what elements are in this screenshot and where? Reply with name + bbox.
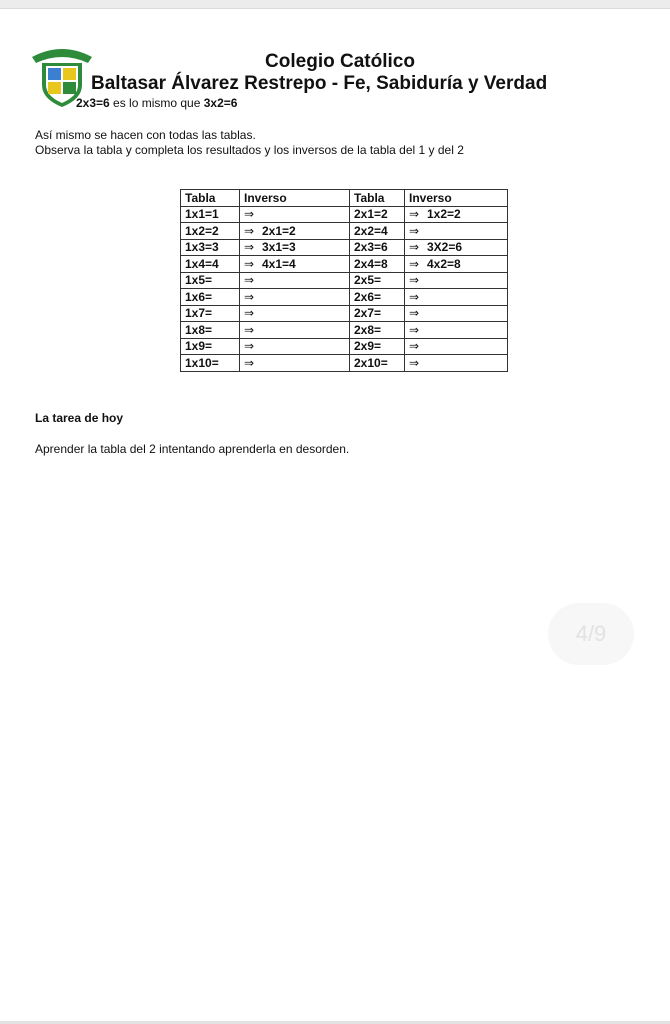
inverso-2-cell: [405, 289, 508, 306]
table-row: [181, 305, 508, 322]
implies-arrow-icon: ⇒: [409, 240, 420, 255]
tabla-2-cell: 2x8=: [350, 322, 405, 339]
inverso-2-cell: [405, 272, 508, 289]
implies-arrow-icon: ⇒: [409, 289, 420, 304]
tabla-2-cell: 2x5=: [350, 272, 405, 289]
inverse-value: 1x2=2: [427, 207, 461, 222]
inverso-1-cell: [240, 289, 350, 306]
tabla-2-cell: 2x1=2: [350, 206, 405, 223]
tabla-1-cell: 1x4=4: [181, 256, 240, 273]
tabla-1-cell: 1x10=: [181, 355, 240, 372]
header-inverso-1: Inverso: [240, 190, 350, 207]
inverso-2-cell: [405, 223, 508, 240]
page-indicator: 4/9: [548, 603, 634, 665]
multiplication-table: [180, 189, 508, 372]
inverso-2-cell: [405, 256, 508, 273]
tabla-2-cell: 2x7=: [350, 305, 405, 322]
inverso-1-cell: [240, 223, 350, 240]
inverso-1-cell: [240, 355, 350, 372]
tabla-2-cell: 2x6=: [350, 289, 405, 306]
school-motto: Baltasar Álvarez Restrepo - Fe, Sabiduría y Verdad: [91, 73, 548, 94]
table-row: [181, 272, 508, 289]
implies-arrow-icon: ⇒: [409, 273, 420, 288]
inverso-1-cell: [240, 272, 350, 289]
tabla-1-cell: 1x2=2: [181, 223, 240, 240]
inverso-1-cell: [240, 322, 350, 339]
example-middle: es lo mismo que: [109, 96, 204, 110]
inverso-1-cell: [240, 305, 350, 322]
instructions: [35, 128, 464, 158]
implies-arrow-icon: ⇒: [244, 207, 255, 222]
implies-arrow-icon: ⇒: [409, 207, 420, 222]
implies-arrow-icon: ⇒: [244, 273, 255, 288]
table-row: [181, 206, 508, 223]
tabla-2-cell: 2x10=: [350, 355, 405, 372]
inverso-2-cell: [405, 338, 508, 355]
implies-arrow-icon: ⇒: [244, 240, 255, 255]
implies-arrow-icon: ⇒: [409, 339, 420, 354]
tabla-1-cell: 1x6=: [181, 289, 240, 306]
task-title: La tarea de hoy: [35, 411, 124, 425]
viewer-top-bar: [0, 0, 670, 9]
tabla-2-cell: 2x9=: [350, 338, 405, 355]
tabla-1-cell: 1x7=: [181, 305, 240, 322]
implies-arrow-icon: ⇒: [409, 322, 420, 337]
inverso-1-cell: [240, 256, 350, 273]
inverse-value: 3x1=3: [262, 240, 296, 255]
implies-arrow-icon: ⇒: [244, 322, 255, 337]
inverso-1-cell: [240, 239, 350, 256]
tabla-1-cell: 1x3=3: [181, 239, 240, 256]
example-eq1: 2x3=6: [76, 96, 110, 110]
tabla-1-cell: 1x9=: [181, 338, 240, 355]
task-body: Aprender la tabla del 2 intentando aprenderla en desorden.: [35, 442, 350, 456]
implies-arrow-icon: ⇒: [244, 223, 255, 238]
table-row: [181, 338, 508, 355]
inverse-value: 2x1=2: [262, 223, 296, 238]
table-header-row: [181, 190, 508, 207]
table-row: [181, 223, 508, 240]
implies-arrow-icon: ⇒: [409, 306, 420, 321]
implies-arrow-icon: ⇒: [244, 256, 255, 271]
instruction-line-1: Así mismo se hacen con todas las tablas.: [35, 128, 256, 142]
inverse-value: 4x1=4: [262, 256, 296, 271]
inverso-1-cell: [240, 206, 350, 223]
inverse-value: 4x2=8: [427, 256, 461, 271]
school-name: Colegio Católico: [265, 51, 415, 72]
table-row: [181, 355, 508, 372]
tabla-1-cell: 1x1=1: [181, 206, 240, 223]
tabla-2-cell: 2x3=6: [350, 239, 405, 256]
instruction-line-2: Observa la tabla y completa los resultados y los inversos de la tabla del 1 y del 2: [35, 143, 464, 157]
inverso-2-cell: [405, 355, 508, 372]
inverso-2-cell: [405, 239, 508, 256]
implies-arrow-icon: ⇒: [244, 289, 255, 304]
implies-arrow-icon: ⇒: [244, 355, 255, 370]
inverse-value: 3X2=6: [427, 240, 463, 255]
implies-arrow-icon: ⇒: [409, 256, 420, 271]
table-row: [181, 289, 508, 306]
table-row: [181, 239, 508, 256]
inverso-2-cell: [405, 206, 508, 223]
header-inverso-2: Inverso: [405, 190, 508, 207]
tabla-2-cell: 2x4=8: [350, 256, 405, 273]
table-row: [181, 256, 508, 273]
header-tabla-1: Tabla: [181, 190, 240, 207]
implies-arrow-icon: ⇒: [244, 306, 255, 321]
tabla-1-cell: 1x5=: [181, 272, 240, 289]
implies-arrow-icon: ⇒: [244, 339, 255, 354]
table-row: [181, 322, 508, 339]
inverso-1-cell: [240, 338, 350, 355]
tabla-2-cell: 2x2=4: [350, 223, 405, 240]
inverso-2-cell: [405, 305, 508, 322]
implies-arrow-icon: ⇒: [409, 223, 420, 238]
header-tabla-2: Tabla: [350, 190, 405, 207]
implies-arrow-icon: ⇒: [409, 355, 420, 370]
example-eq2: 3x2=6: [203, 96, 238, 110]
inverso-2-cell: [405, 322, 508, 339]
example-line: [76, 96, 237, 110]
tabla-1-cell: 1x8=: [181, 322, 240, 339]
